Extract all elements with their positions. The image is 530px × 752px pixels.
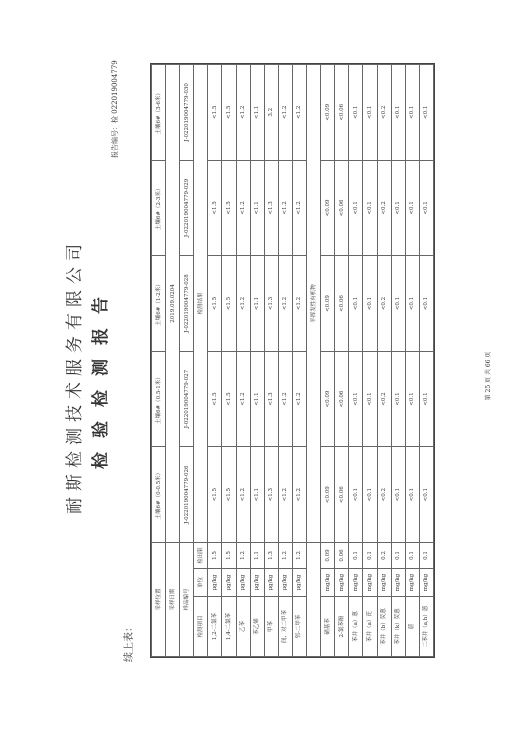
- unit-cell: μg/kg: [292, 569, 306, 597]
- section-row: [307, 65, 321, 657]
- result-row: [349, 65, 363, 657]
- sample-id-cell: J-022019004779-030: [180, 65, 194, 161]
- value-cell: <1.2: [292, 65, 306, 161]
- value-cell: <0.1: [363, 447, 377, 543]
- result-row: [264, 65, 278, 657]
- item-cell: 甲苯: [264, 597, 278, 657]
- item-cell: 苯乙烯: [250, 597, 264, 657]
- unit-cell: μg/kg: [236, 569, 250, 597]
- limit-cell: 1.2: [292, 542, 306, 568]
- unit-cell: μg/kg: [264, 569, 278, 597]
- unit-cell: mg/kg: [419, 569, 433, 597]
- limit-cell: 1.5: [222, 542, 236, 568]
- value-cell: <1.2: [278, 447, 292, 543]
- column-header-row: [194, 65, 208, 657]
- value-cell: <1.5: [222, 65, 236, 161]
- value-cell: <0.1: [391, 351, 405, 447]
- result-row: [419, 65, 433, 657]
- sample-id-header: 样品编号: [180, 542, 194, 656]
- value-cell: <1.5: [222, 351, 236, 447]
- unit-cell: μg/kg: [208, 569, 222, 597]
- value-cell: <1.2: [236, 351, 250, 447]
- value-cell: <0.1: [419, 351, 433, 447]
- value-cell: <1.2: [236, 447, 250, 543]
- item-cell: 1,4-二氯苯: [222, 597, 236, 657]
- result-row: [250, 65, 264, 657]
- section-spacer: [307, 542, 321, 656]
- value-cell: <0.1: [405, 160, 419, 256]
- sampling-location-header: 采样位置: [152, 542, 166, 656]
- location-cell: 土壤6#（2-3米）: [152, 160, 166, 256]
- limit-column-header: 检出限: [194, 542, 208, 568]
- value-cell: <0.1: [405, 256, 419, 352]
- limit-cell: 1.3: [264, 542, 278, 568]
- location-cell: 土壤6#（0-0.5米）: [152, 447, 166, 543]
- value-cell: <0.09: [321, 351, 335, 447]
- value-cell: <1.1: [250, 447, 264, 543]
- value-cell: <0.2: [377, 447, 391, 543]
- item-cell: 间、对二甲苯: [278, 597, 292, 657]
- value-cell: <0.09: [321, 256, 335, 352]
- value-cell: <0.2: [377, 256, 391, 352]
- result-row: [321, 65, 335, 657]
- value-cell: <1.2: [278, 256, 292, 352]
- value-cell: <0.06: [335, 160, 349, 256]
- sampling-date-row: [166, 65, 180, 657]
- value-cell: <0.1: [363, 65, 377, 161]
- sample-id-cell: J-022019004779-028: [180, 256, 194, 352]
- item-cell: 1,2-二氯苯: [208, 597, 222, 657]
- item-cell: 䓛: [405, 597, 419, 657]
- location-cell: 土壤6#（1-2米）: [152, 256, 166, 352]
- report-number: 报告编号：检 022019004779: [111, 60, 119, 158]
- value-cell: <1.1: [250, 351, 264, 447]
- limit-cell: 0.1: [391, 542, 405, 568]
- unit-column-header: 单位: [194, 569, 208, 597]
- result-row: [363, 65, 377, 657]
- value-cell: <0.1: [391, 65, 405, 161]
- value-cell: <0.1: [419, 256, 433, 352]
- value-cell: <1.5: [222, 160, 236, 256]
- value-cell: <0.09: [321, 65, 335, 161]
- value-cell: <1.5: [208, 160, 222, 256]
- value-cell: <1.1: [250, 65, 264, 161]
- result-row: [335, 65, 349, 657]
- item-cell: 邻-二甲苯: [292, 597, 306, 657]
- limit-cell: 0.1: [349, 542, 363, 568]
- item-cell: 苯并（a）芘: [363, 597, 377, 657]
- value-cell: <0.1: [405, 447, 419, 543]
- value-cell: <0.1: [349, 160, 363, 256]
- value-cell: <0.2: [377, 65, 391, 161]
- value-cell: <0.06: [335, 447, 349, 543]
- unit-cell: mg/kg: [321, 569, 335, 597]
- result-row: [377, 65, 391, 657]
- value-cell: <0.1: [419, 447, 433, 543]
- value-cell: <0.09: [321, 160, 335, 256]
- item-column-header: 检测项目: [194, 597, 208, 657]
- value-cell: <0.1: [405, 351, 419, 447]
- value-cell: <1.2: [236, 160, 250, 256]
- result-row: [391, 65, 405, 657]
- value-cell: <0.1: [349, 351, 363, 447]
- location-cell: 土壤6#（0.5-1米）: [152, 351, 166, 447]
- limit-cell: 0.06: [335, 542, 349, 568]
- sample-id-cell: J-022019004779-026: [180, 447, 194, 543]
- value-cell: <1.2: [292, 160, 306, 256]
- unit-cell: μg/kg: [278, 569, 292, 597]
- item-cell: 苯并（a）蒽: [349, 597, 363, 657]
- results-table: [150, 63, 435, 658]
- unit-cell: mg/kg: [363, 569, 377, 597]
- sampling-date-value: 2019.09.0204: [166, 65, 180, 543]
- value-cell: <1.3: [264, 447, 278, 543]
- value-cell: <0.1: [363, 160, 377, 256]
- section-label: 半挥发性有机物: [307, 65, 321, 543]
- value-cell: <1.2: [292, 447, 306, 543]
- value-cell: <0.1: [349, 65, 363, 161]
- value-cell: <1.5: [208, 65, 222, 161]
- unit-cell: mg/kg: [349, 569, 363, 597]
- value-cell: <0.1: [363, 256, 377, 352]
- result-row: [278, 65, 292, 657]
- limit-cell: 0.09: [321, 542, 335, 568]
- value-cell: <1.5: [222, 447, 236, 543]
- limit-cell: 1.5: [208, 542, 222, 568]
- page-number: 第 25 页 共 66 页: [485, 351, 492, 401]
- value-cell: <1.1: [250, 256, 264, 352]
- value-cell: <0.1: [405, 65, 419, 161]
- value-cell: <0.1: [349, 447, 363, 543]
- sample-id-row: [180, 65, 194, 657]
- item-cell: 硝基苯: [321, 597, 335, 657]
- value-cell: <1.3: [264, 256, 278, 352]
- unit-cell: μg/kg: [222, 569, 236, 597]
- value-cell: <1.5: [208, 447, 222, 543]
- item-cell: 苯并（k）荧蒽: [391, 597, 405, 657]
- value-cell: <0.1: [419, 65, 433, 161]
- unit-cell: mg/kg: [335, 569, 349, 597]
- value-cell: <1.5: [222, 256, 236, 352]
- result-row: [236, 65, 250, 657]
- company-name: 耐斯检测技术服务有限公司: [65, 238, 85, 514]
- value-cell: <1.2: [278, 160, 292, 256]
- value-cell: <1.2: [292, 351, 306, 447]
- value-cell: <1.2: [236, 256, 250, 352]
- sample-id-cell: J-022019004779-029: [180, 160, 194, 256]
- value-cell: <0.1: [391, 160, 405, 256]
- value-cell: <0.06: [335, 351, 349, 447]
- limit-cell: 1.2: [236, 542, 250, 568]
- value-cell: <1.2: [278, 351, 292, 447]
- unit-cell: mg/kg: [377, 569, 391, 597]
- limit-cell: 1.1: [250, 542, 264, 568]
- unit-cell: mg/kg: [391, 569, 405, 597]
- value-cell: 3.2: [264, 65, 278, 161]
- value-cell: <0.2: [377, 160, 391, 256]
- result-row: [405, 65, 419, 657]
- value-cell: <0.06: [335, 65, 349, 161]
- value-cell: <1.3: [264, 351, 278, 447]
- result-row: [222, 65, 236, 657]
- value-cell: <0.1: [363, 351, 377, 447]
- limit-cell: 1.2: [278, 542, 292, 568]
- value-cell: <0.2: [377, 351, 391, 447]
- limit-cell: 0.1: [405, 542, 419, 568]
- limit-cell: 0.1: [419, 542, 433, 568]
- sample-id-cell: J-022019004779-027: [180, 351, 194, 447]
- value-cell: <0.06: [335, 256, 349, 352]
- location-cell: 土壤6#（3-6米）: [152, 65, 166, 161]
- value-cell: <0.1: [419, 160, 433, 256]
- continued-label: 续上表：: [124, 622, 135, 662]
- item-cell: 苯并（b）荧蒽: [377, 597, 391, 657]
- result-row: [208, 65, 222, 657]
- results-table-body: [152, 65, 434, 657]
- unit-cell: μg/kg: [250, 569, 264, 597]
- value-cell: <0.1: [391, 447, 405, 543]
- value-cell: <1.2: [236, 65, 250, 161]
- item-cell: 二苯并（a,h）蒽: [419, 597, 433, 657]
- value-cell: <1.2: [278, 65, 292, 161]
- value-cell: <1.1: [250, 160, 264, 256]
- limit-cell: 0.1: [363, 542, 377, 568]
- value-cell: <1.5: [208, 256, 222, 352]
- sampling-date-header: 采样日期: [166, 542, 180, 656]
- result-row: [292, 65, 306, 657]
- value-cell: <1.5: [208, 351, 222, 447]
- value-cell: <1.3: [264, 160, 278, 256]
- value-cell: <1.2: [292, 256, 306, 352]
- sampling-location-row: [152, 65, 166, 657]
- value-cell: <0.1: [391, 256, 405, 352]
- result-column-header: 检测结果: [194, 65, 208, 543]
- value-cell: <0.1: [349, 256, 363, 352]
- unit-cell: mg/kg: [405, 569, 419, 597]
- item-cell: 2-氯苯酚: [335, 597, 349, 657]
- value-cell: <0.09: [321, 447, 335, 543]
- report-title: 检验检测报告: [91, 283, 111, 469]
- item-cell: 乙苯: [236, 597, 250, 657]
- limit-cell: 0.2: [377, 542, 391, 568]
